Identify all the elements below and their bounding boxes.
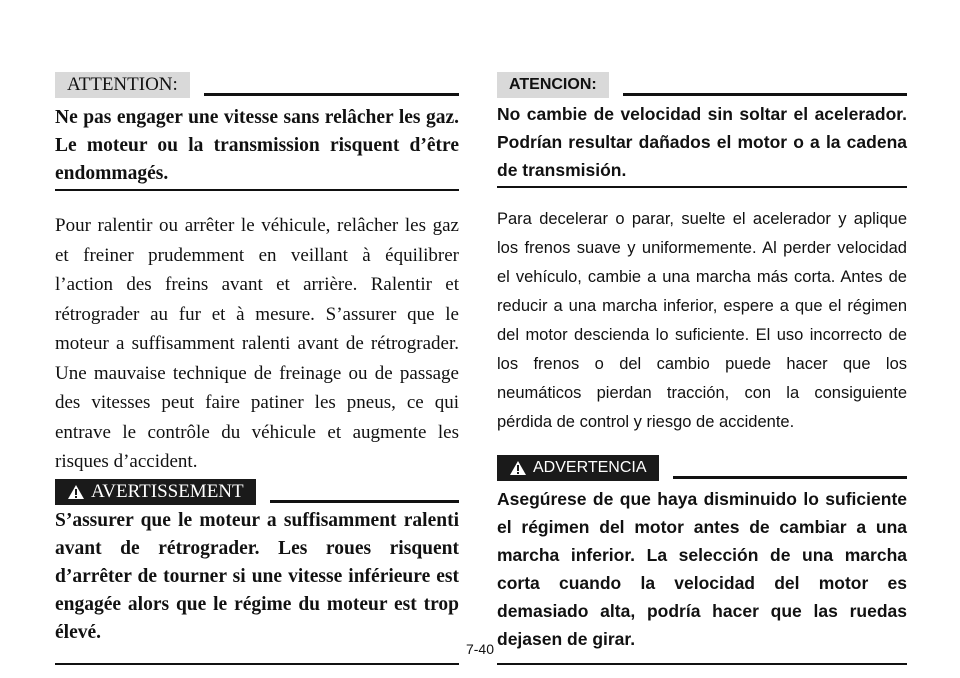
attention-header-es [497,72,907,98]
attention-line-fr [204,93,459,96]
warning-label-es: ADVERTENCIA [533,459,647,476]
attention-line-es [623,93,907,96]
body-text-es: Para decelerar o parar, suelte el acelerador y aplique los frenos suave y uniformemente. Al perder velocidad el vehículo, cambie a una marcha más corta. Antes de reducir a una marcha inferior, espere a que el régimen del motor descienda lo suficiente. El uso incorrecto de los frenos o del cambio puede hacer que los neumáticos pierdan tracción, con la consiguiente pérdida de control y riesgo de accidente. [497,210,907,431]
attention-rule-fr [55,189,459,191]
warning-triangle-icon [509,460,527,476]
warning-badge-es [497,455,659,481]
attention-text-fr: Ne pas engager une vitesse sans relâcher les gaz. Le moteur ou la transmission risquent d’être endommagés. [55,107,459,184]
body-text-fr: Pour ralentir ou arrêter le véhicule, relâcher les gaz et freiner prudemment en veillant à équilibrer l’action des freins avant et arrière. Ralentir et rétrograder au fur et à mesure. S’assurer que le moteur a suffisamment ralenti avant de rétrograder. Une mauvaise technique de freinage ou de passage des vitesses peut faire patiner les pneus, ce qui entrave le contrôle du véhicule et augmente les risques d’accident. [55,215,459,472]
warning-header-es [497,455,907,481]
attention-text-es: No cambie de velocidad sin soltar el acelerador. Podrían resultar dañados el motor o a la cadena de transmisión. [497,104,907,180]
warning-label-fr: AVERTISSEMENT [91,481,244,502]
page-number: 7-40 [465,641,495,657]
warning-line-fr [270,500,459,503]
attention-header-fr [55,72,459,98]
attention-label-fr: ATTENTION: [55,72,190,98]
warning-text-fr: S’assurer que le moteur a suffisamment ralenti avant de rétrograder. Les roues risquent d’arrêter de tourner si une vitesse inférieure est engagée alors que le régime du moteur est trop élevé. [55,510,459,643]
warning-badge-fr [55,479,256,505]
attention-rule-es [497,186,907,188]
attention-label-es: ATENCION: [497,72,609,98]
warning-text-es: Asegúrese de que haya disminuido lo suficiente el régimen del motor antes de cambiar a una marcha inferior. La selección de una marcha corta cuando la velocidad del motor es demasiado alta, podría hacer que las ruedas dejasen de girar. [497,489,907,649]
bottom-rule-es [497,663,907,665]
warning-triangle-icon [67,484,85,500]
bottom-rule-fr [55,663,459,665]
warning-header-fr [55,479,459,505]
warning-line-es [673,476,907,479]
